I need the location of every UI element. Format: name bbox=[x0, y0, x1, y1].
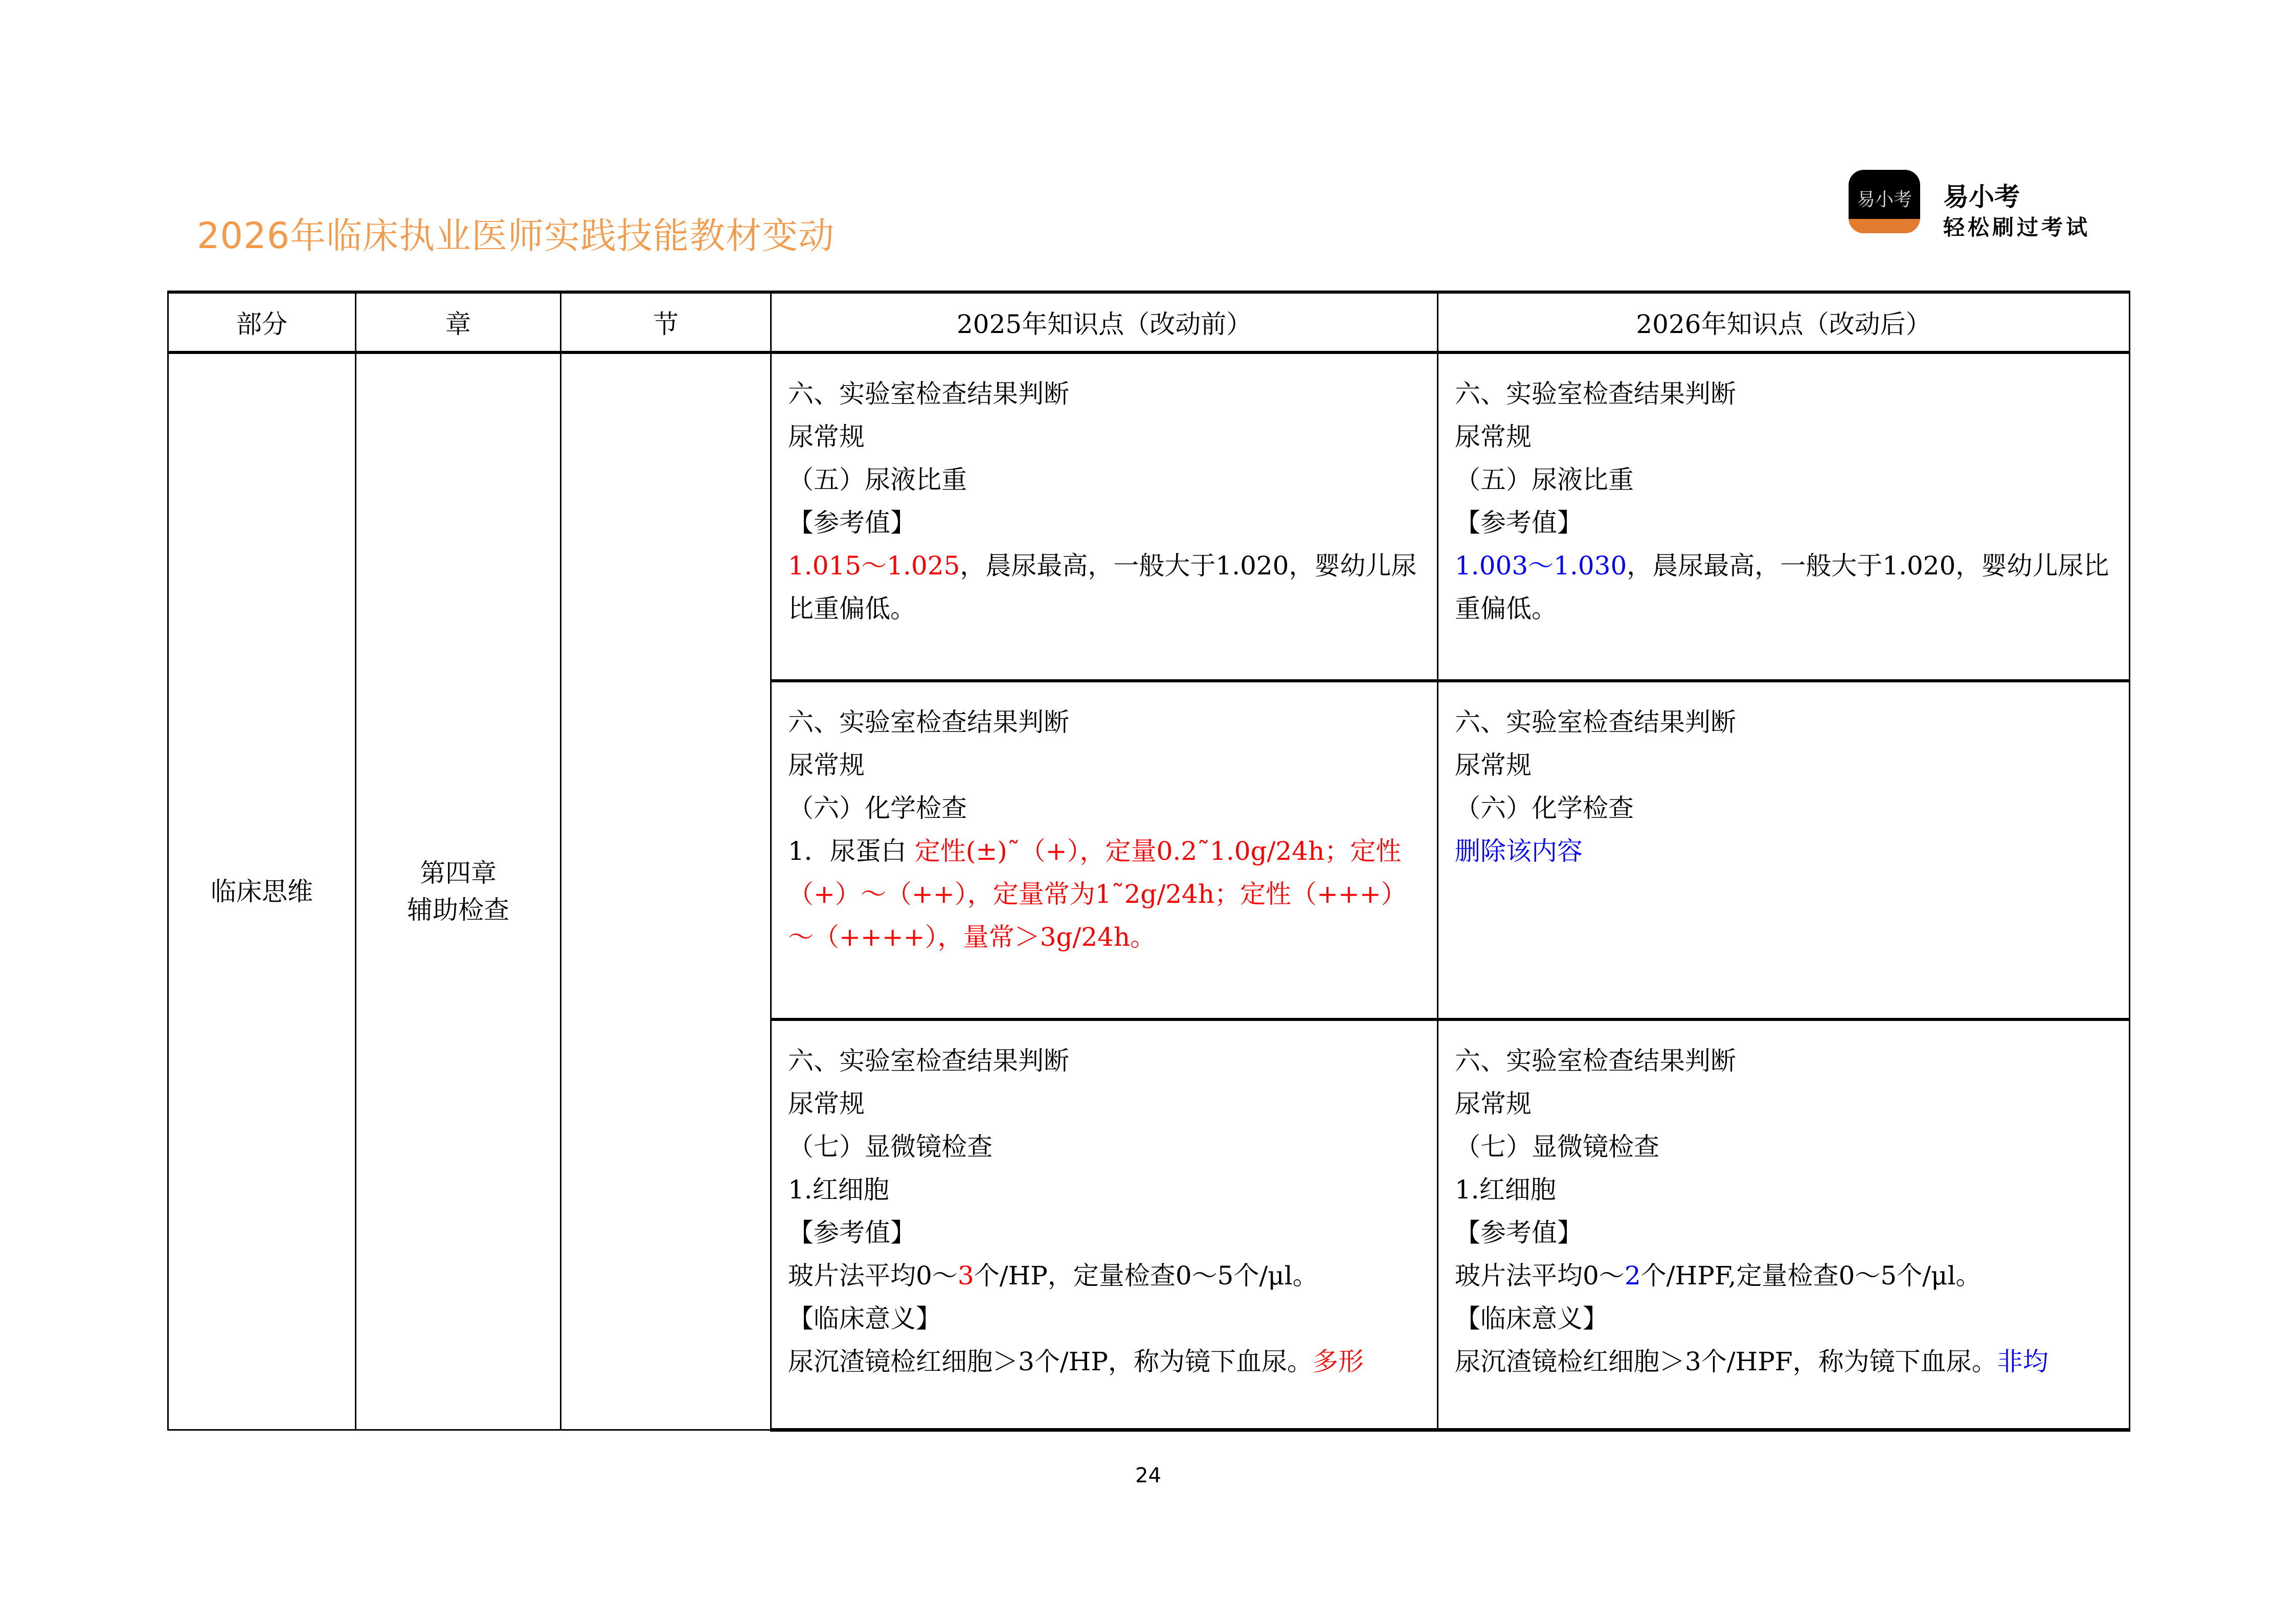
content-text: 个/HP，定量检查0～5个/μl。 bbox=[974, 1261, 1318, 1291]
heading: 六、实验室检查结果判断 bbox=[1455, 1046, 1736, 1076]
col-header-section: 节 bbox=[561, 292, 771, 352]
logo-band bbox=[1849, 219, 1920, 233]
content-text: 尿沉渣镜检红细胞＞3个/HP，称为镜下血尿。 bbox=[788, 1347, 1313, 1376]
subheading: 尿常规 bbox=[788, 1089, 865, 1119]
removed-text: 多形 bbox=[1312, 1347, 1364, 1376]
content bbox=[788, 830, 1422, 959]
label: 【参考值】 bbox=[788, 508, 916, 538]
subheading: 尿常规 bbox=[1455, 750, 1532, 780]
page-number: 24 bbox=[1135, 1464, 1161, 1487]
table-header-row bbox=[168, 292, 2130, 352]
section-cell bbox=[561, 352, 771, 1430]
brand-logo bbox=[1849, 170, 1920, 233]
col-header-after: 2026年知识点（改动后） bbox=[1438, 292, 2130, 352]
heading: 六、实验室检查结果判断 bbox=[1455, 379, 1736, 409]
col-header-chapter: 章 bbox=[356, 292, 561, 352]
document-title: 2026年临床执业医师实践技能教材变动 bbox=[197, 215, 835, 257]
content-text: 尿沉渣镜检红细胞＞3个/HPF，称为镜下血尿。 bbox=[1455, 1347, 1997, 1376]
chapter-title: 辅助检查 bbox=[407, 895, 509, 925]
label: 【临床意义】 bbox=[788, 1304, 941, 1333]
heading: 六、实验室检查结果判断 bbox=[788, 1046, 1069, 1076]
heading: 六、实验室检查结果判断 bbox=[1455, 707, 1736, 737]
before-cell bbox=[771, 681, 1438, 1019]
heading: 六、实验室检查结果判断 bbox=[788, 707, 1069, 737]
item-title: （七）显微镜检查 bbox=[1455, 1132, 1659, 1162]
content bbox=[1455, 1340, 2113, 1383]
col-header-part: 部分 bbox=[168, 292, 356, 352]
added-text: 非均 bbox=[1997, 1347, 2049, 1376]
before-cell bbox=[771, 1019, 1438, 1430]
content-text: 个/HPF,定量检查0～5个/μl。 bbox=[1640, 1261, 1982, 1291]
sub-item: 1.红细胞 bbox=[1455, 1175, 1556, 1205]
before-cell bbox=[771, 352, 1438, 681]
content-text: ，晨尿最高，一般大于1.020，婴幼儿尿比重偏低。 bbox=[788, 551, 1417, 624]
content-text: 1．尿蛋白 bbox=[788, 836, 915, 866]
content-text: ，晨尿最高，一般大于1.020，婴幼儿尿比重偏低。 bbox=[1455, 551, 2109, 624]
item-title: （五）尿液比重 bbox=[788, 465, 967, 495]
content-text: 玻片法平均0～ bbox=[788, 1261, 958, 1291]
brand-name: 易小考 bbox=[1943, 182, 2020, 212]
part-cell bbox=[168, 352, 356, 1430]
changes-table bbox=[167, 291, 2130, 1432]
after-cell bbox=[1438, 681, 2130, 1019]
label: 【参考值】 bbox=[1455, 508, 1583, 538]
content bbox=[1455, 1254, 2113, 1297]
added-text: 删除该内容 bbox=[1455, 836, 1583, 866]
after-cell bbox=[1438, 1019, 2130, 1430]
subheading: 尿常规 bbox=[788, 422, 865, 452]
brand-slogan: 轻松刷过考试 bbox=[1943, 215, 2091, 240]
chapter-number: 第四章 bbox=[420, 858, 497, 888]
subheading: 尿常规 bbox=[1455, 422, 1532, 452]
subheading: 尿常规 bbox=[1455, 1089, 1532, 1119]
added-text: 2 bbox=[1624, 1261, 1641, 1291]
subheading: 尿常规 bbox=[788, 750, 865, 780]
label: 【参考值】 bbox=[1455, 1218, 1583, 1248]
removed-text: 3 bbox=[957, 1261, 974, 1291]
label: 【临床意义】 bbox=[1455, 1304, 1608, 1333]
added-text: 1.003～1.030 bbox=[1455, 551, 1627, 581]
removed-text: 定性(±)˜（+），定量0.2˜1.0g/24h；定性（+）～（++），定量常为1˜2g/24h；定性（+++）～（++++），量常＞3g/24h。 bbox=[788, 836, 1407, 952]
after-cell bbox=[1438, 352, 2130, 681]
heading: 六、实验室检查结果判断 bbox=[788, 379, 1069, 409]
item-title: （六）化学检查 bbox=[1455, 793, 1634, 823]
removed-text: 1.015～1.025 bbox=[788, 551, 960, 581]
logo-text: 易小考 bbox=[1856, 189, 1912, 210]
chapter-cell bbox=[356, 352, 561, 1430]
content bbox=[1455, 544, 2113, 630]
table-row bbox=[168, 352, 2130, 681]
part-text: 临床思维 bbox=[211, 877, 313, 906]
label: 【参考值】 bbox=[788, 1218, 916, 1248]
item-title: （七）显微镜检查 bbox=[788, 1132, 993, 1162]
content-text: 玻片法平均0～ bbox=[1455, 1261, 1625, 1291]
item-title: （五）尿液比重 bbox=[1455, 465, 1634, 495]
col-header-before: 2025年知识点（改动前） bbox=[771, 292, 1438, 352]
sub-item: 1.红细胞 bbox=[788, 1175, 889, 1205]
item-title: （六）化学检查 bbox=[788, 793, 967, 823]
content bbox=[788, 1340, 1422, 1383]
content bbox=[788, 1254, 1422, 1297]
content bbox=[788, 544, 1422, 630]
